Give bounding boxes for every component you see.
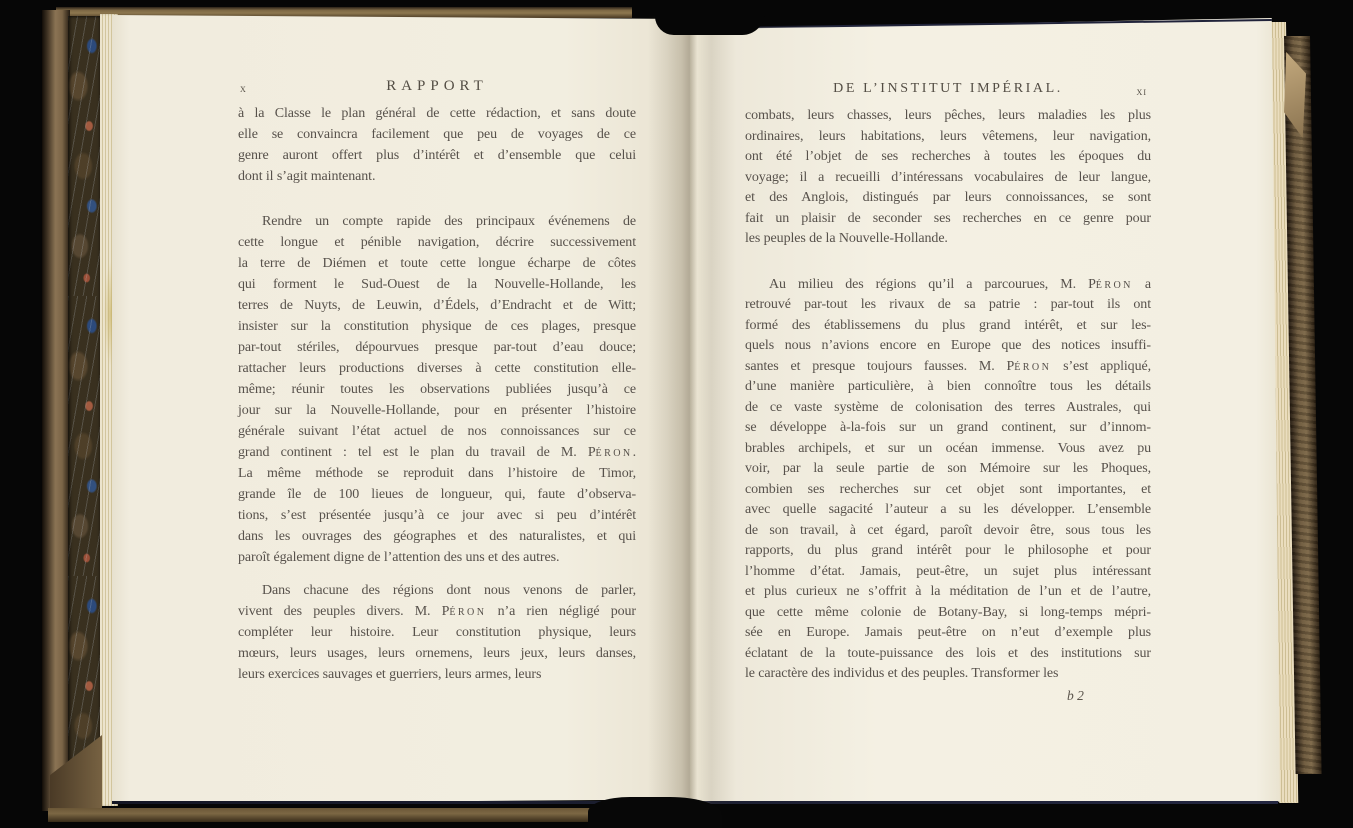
text-line: grande île de 100 lieues de longueur, qui, faute d’observa- bbox=[238, 487, 636, 502]
paragraph bbox=[238, 580, 636, 685]
text-line: par-tout stériles, dépourvues presque par-tout d’eau douce; bbox=[238, 340, 636, 355]
text-line: le caractère des individus et des peuples. Transformer les bbox=[745, 666, 1059, 681]
text-line: la terre de Diémen et toute cette longue écharpe de côtes bbox=[238, 256, 636, 271]
right-page-number: xi bbox=[1136, 84, 1147, 98]
text-line: sée en Europe. Jamais peut-être on n’eut d’exemple plus bbox=[745, 625, 1151, 640]
text-line: jour sur la Nouvelle-Hollande, pour en présenter l’histoire bbox=[238, 403, 636, 418]
text-line: quels nous n’avions encore en Europe que des notices insuffi- bbox=[745, 338, 1151, 353]
left-running-header bbox=[238, 78, 636, 103]
text-line: l’homme d’état. Jamais, peut-être, un sujet plus intéressant bbox=[745, 563, 1151, 579]
text-line: compléter leur histoire. Leur constitution physique, leurs bbox=[238, 625, 636, 640]
text-line: cette longue et pénible navigation, décrire successivement bbox=[238, 235, 636, 250]
text-line: ordinaires, leurs habitations, leurs vêtemens, leur navigation, bbox=[745, 128, 1151, 144]
text-line: fait un plaisir de seconder ses recherches en ce genre pour bbox=[745, 210, 1151, 226]
text-line: terres de Nuyts, de Leuwin, d’Édels, d’Endracht et de Witt; bbox=[238, 298, 636, 313]
gutter-bottom-gap bbox=[588, 797, 722, 828]
text-line: et plus curieux ne s’offrit à la méditation de l’un et de l’autre, bbox=[745, 584, 1151, 599]
text-line: rattacher leurs productions diverses à cette constitution elle- bbox=[238, 361, 636, 376]
text-line: avec quelle sagacité l’auteur a su les développer. L’ensemble bbox=[745, 502, 1151, 517]
paragraph bbox=[238, 103, 636, 187]
text-line: Au milieu des régions qu’il a parcourues, M. PÉRON a bbox=[769, 276, 1152, 292]
text-line: d’une manière particulière, à bien connoître tous les détails bbox=[745, 379, 1151, 394]
left-page-text-column bbox=[238, 78, 636, 685]
text-line: formé des établissemens du plus grand intérêt, et sur les- bbox=[745, 317, 1151, 333]
text-line: leurs exercices sauvages et guerriers, leurs armes, leurs bbox=[238, 667, 542, 682]
paragraph bbox=[745, 275, 1151, 685]
text-line: générale suivant l’état actuel de nos connoissances sur ce bbox=[238, 424, 636, 439]
text-line: que cette même colonie de Botany-Bay, si long-temps mépri- bbox=[745, 604, 1151, 620]
right-running-title: DE L’INSTITUT IMPÉRIAL. bbox=[833, 81, 1063, 96]
text-line: à la Classe le plan général de cette rédaction, et sans doute bbox=[238, 106, 636, 121]
text-line: tions, s’est présentée jusqu’à ce jour avec si peu d’intérêt bbox=[238, 508, 636, 523]
text-line: même; réunir toutes les observations publiées jusqu’à ce bbox=[238, 382, 636, 397]
text-line: Rendre un compte rapide des principaux événemens de bbox=[262, 214, 636, 229]
paragraph bbox=[238, 211, 636, 568]
text-line: ont été l’objet de ses recherches à toutes les époques du bbox=[745, 149, 1151, 164]
text-line: de ce vaste système de colonisation des terres Australes, qui bbox=[745, 399, 1151, 415]
text-line: les peuples de la Nouvelle-Hollande. bbox=[745, 231, 948, 246]
right-page-text-column bbox=[745, 81, 1151, 704]
gutter-shadow bbox=[648, 16, 736, 804]
text-line: qui forment le Sud-Ouest de la Nouvelle-Hollande, les bbox=[238, 277, 636, 292]
signature-mark: b 2 bbox=[1067, 687, 1084, 703]
text-line: grand continent : tel est le plan du travail de M. PÉRON. bbox=[238, 445, 636, 460]
gutter-top-gap bbox=[655, 12, 765, 35]
text-line: genre auront offert plus d’intérêt et d’ensemble que celui bbox=[238, 148, 636, 163]
text-line: éclatant de la toute-puissance des lois et des institutions sur bbox=[745, 645, 1151, 661]
cover-board-bottom-edge bbox=[48, 808, 593, 822]
text-line: combien ses recherches sur cet objet sont importantes, et bbox=[745, 481, 1151, 497]
text-line: et des Anglois, distingués par leurs connoissances, se sont bbox=[745, 190, 1151, 205]
text-line: vivent des peuples divers. M. PÉRON n’a rien négligé pour bbox=[238, 604, 636, 619]
text-line: Dans chacune des régions dont nous venons de parler, bbox=[262, 583, 636, 598]
cover-board-left-edge bbox=[42, 10, 70, 811]
text-line: La même méthode se reproduit dans l’histoire de Timor, bbox=[238, 466, 636, 481]
text-line: mœurs, leurs usages, leurs ornemens, leurs jeux, leurs danses, bbox=[238, 646, 636, 661]
text-line: voir, par la seule partie de son Mémoire sur les Phoques, bbox=[745, 461, 1151, 476]
text-line: dont il s’agit maintenant. bbox=[238, 169, 376, 184]
left-running-title: RAPPORT bbox=[386, 78, 488, 94]
text-line: de son travail, à cet égard, paroît devoir être, sous tous les bbox=[745, 522, 1151, 538]
text-line: santes et presque toujours fausses. M. PÉRON s’est appliqué, bbox=[745, 358, 1151, 374]
text-line: elle se convaincra facilement que peu de voyages de ce bbox=[238, 127, 636, 142]
text-line: paroît également digne de l’attention des uns et des autres. bbox=[238, 550, 560, 565]
marbled-endpaper bbox=[68, 16, 102, 792]
left-page-number: x bbox=[240, 81, 247, 95]
text-line: voyage; il a recueilli d’intéressans vocabulaires de leur langue, bbox=[745, 169, 1151, 185]
text-line: rapports, du plus grand intérêt pour le philosophe et pour bbox=[745, 543, 1151, 558]
left-page-paragraphs bbox=[238, 103, 636, 685]
text-line: se développe à-la-fois sur un grand continent, sur d’innom- bbox=[745, 420, 1151, 435]
right-page-paragraphs bbox=[745, 106, 1151, 685]
text-line: dans les ouvrages des géographes et des naturalistes, et qui bbox=[238, 529, 636, 544]
text-line: combats, leurs chasses, leurs pêches, leurs maladies les plus bbox=[745, 108, 1151, 123]
text-line: brables archipels, et sur un océan immense. Vous avez pu bbox=[745, 440, 1151, 456]
right-running-header bbox=[745, 81, 1151, 106]
text-line: retrouvé par-tout les rivaux de sa patrie : par-tout ils ont bbox=[745, 297, 1151, 312]
paragraph bbox=[745, 106, 1151, 250]
text-line: insister sur la constitution physique de ces plages, presque bbox=[238, 319, 636, 334]
